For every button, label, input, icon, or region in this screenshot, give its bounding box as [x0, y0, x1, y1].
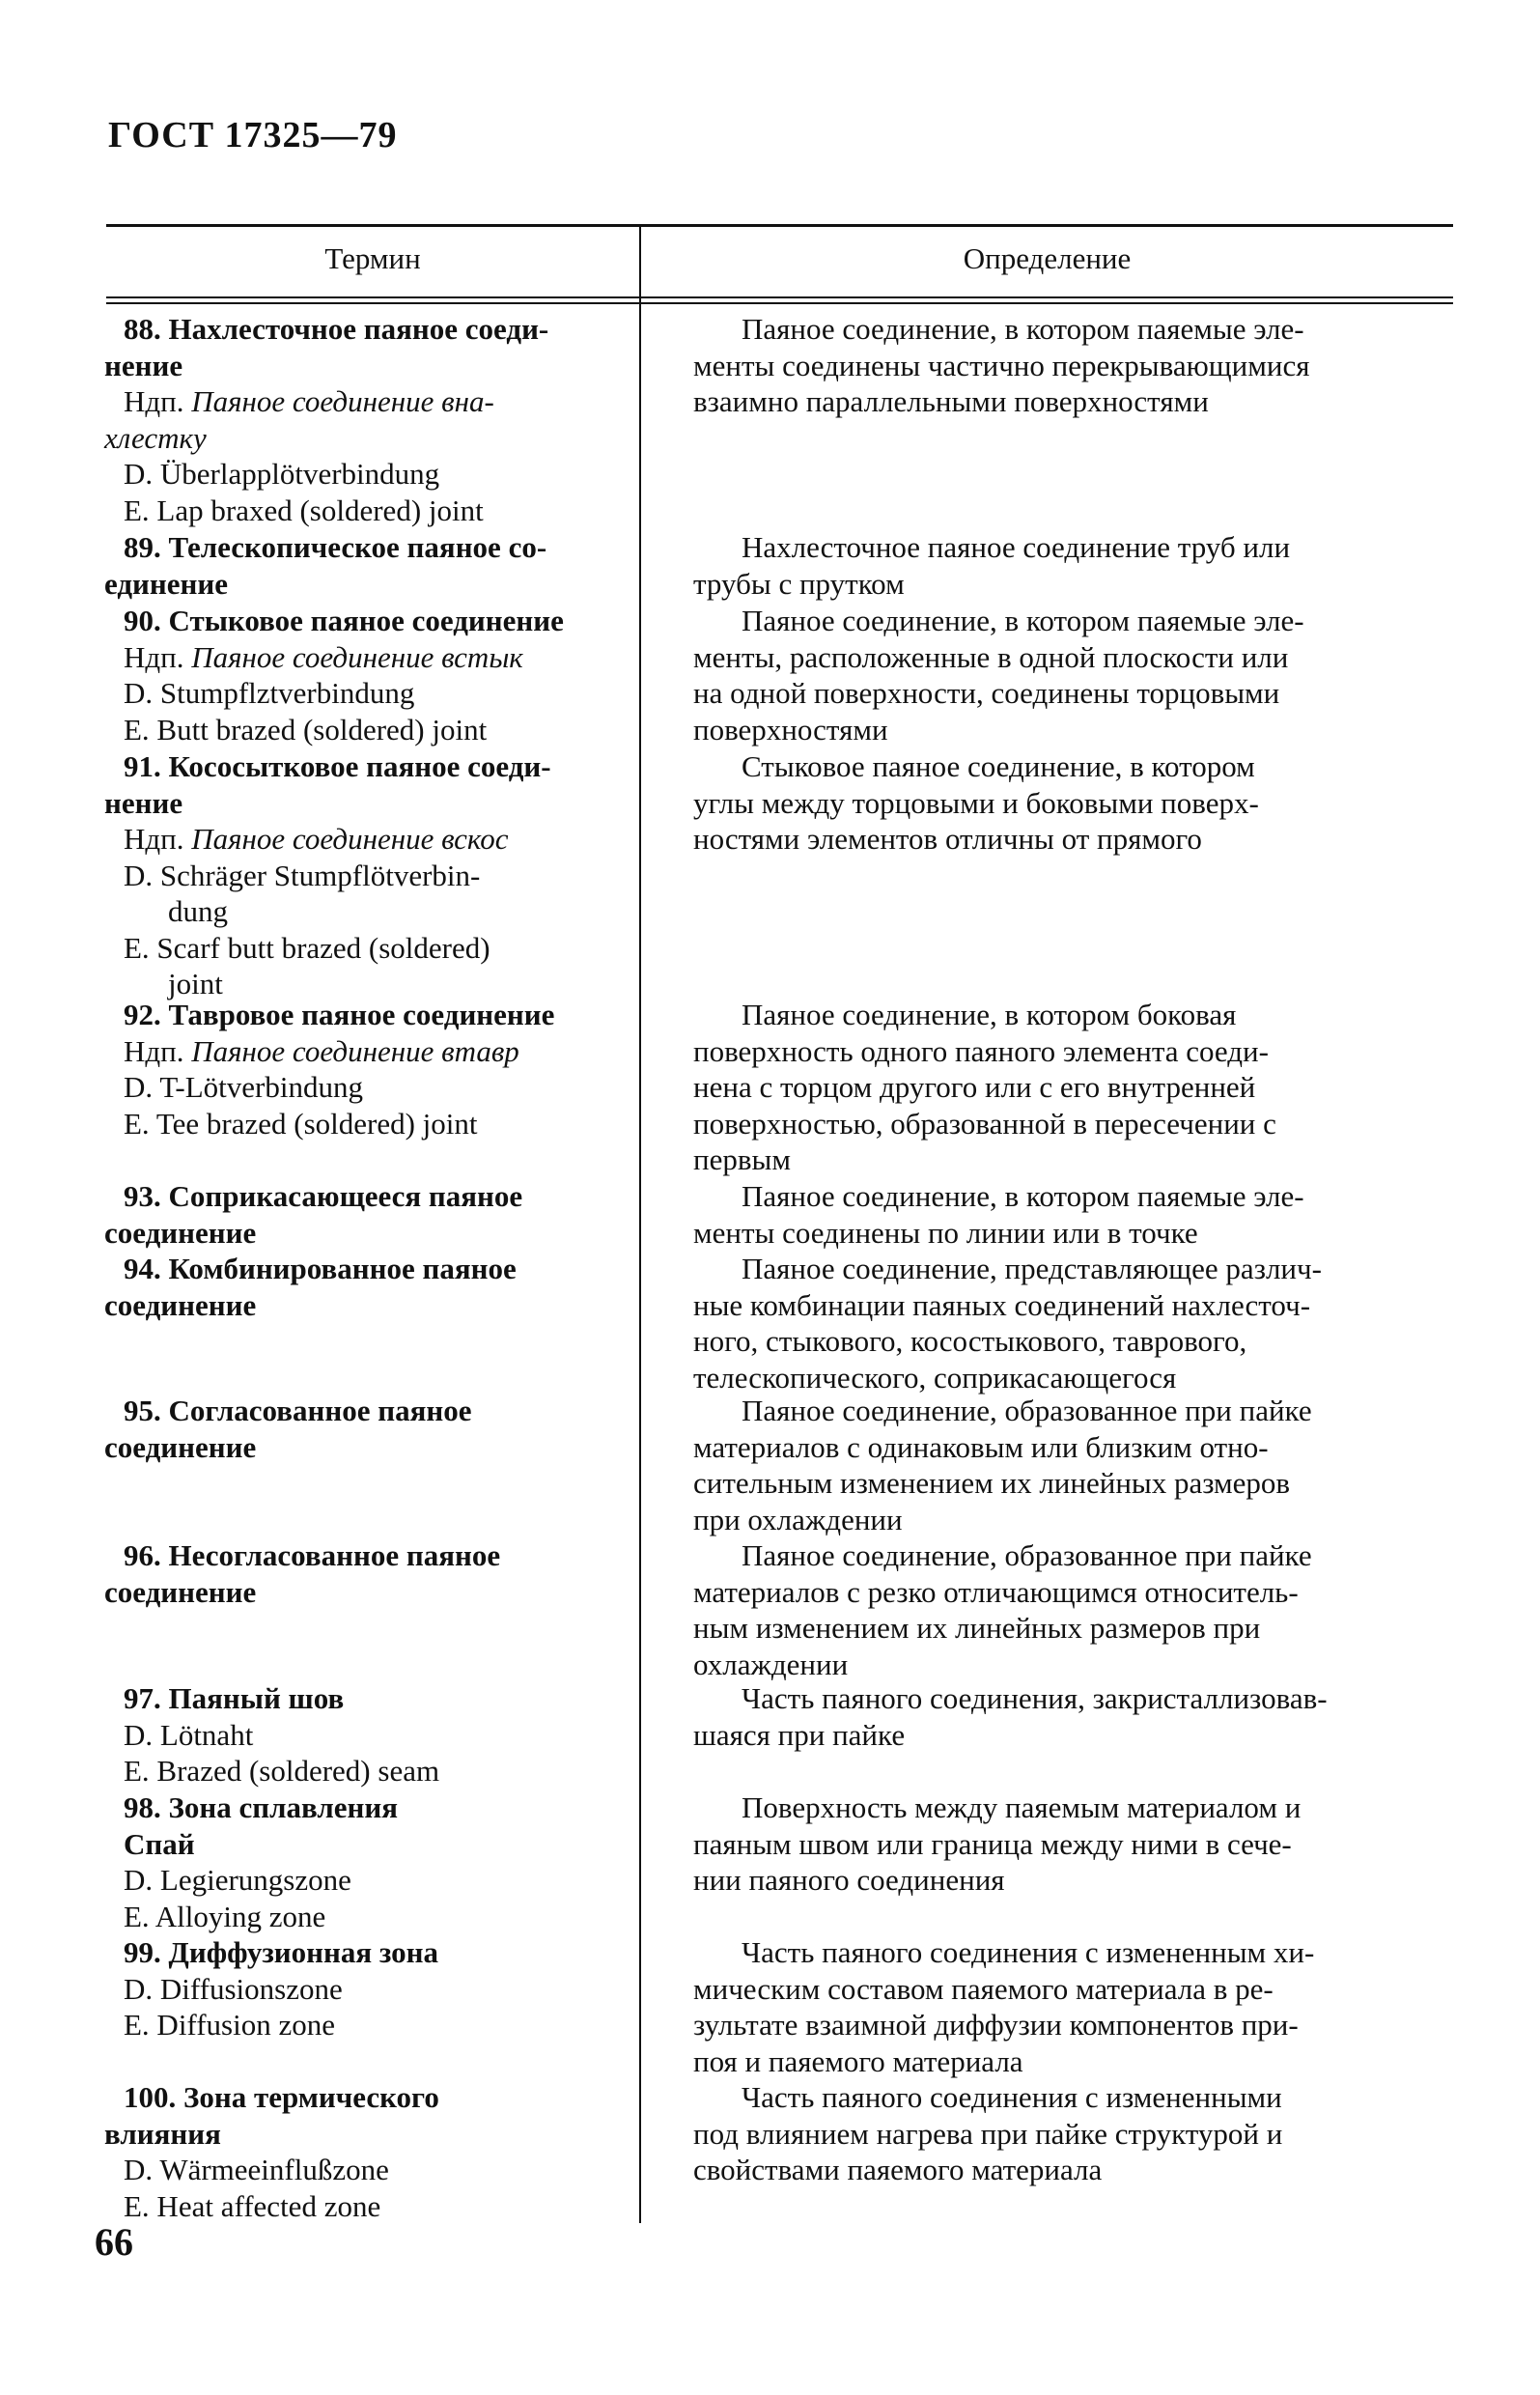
term-text: E. Lap braxed (soldered) joint [124, 493, 484, 527]
term-text: Ндп. [124, 384, 192, 418]
term-text: E. Butt brazed (soldered) joint [124, 712, 488, 747]
term-line [104, 566, 630, 603]
term-line [104, 1934, 630, 1971]
term-line [104, 1680, 630, 1717]
definition-cell [693, 1789, 1451, 1899]
term-line [104, 1537, 630, 1574]
term-text: 98. Зона сплавления [124, 1790, 398, 1824]
term-line [104, 930, 630, 967]
term-line [104, 858, 630, 894]
term-text: E. Heat affected zone [124, 2188, 381, 2223]
definition-cell [693, 1934, 1451, 2079]
term-text: соединение [104, 1574, 257, 1609]
definition-line: Паяное соединение, представляющее различ- [742, 1252, 1322, 1285]
definition-line: менты соединены частично перекрывающимися [693, 348, 1310, 382]
definition-cell [693, 748, 1451, 858]
term-line [104, 1106, 630, 1142]
term-line [104, 456, 630, 493]
term-cell [104, 1537, 630, 1610]
term-line [104, 1862, 630, 1899]
definition-line: под влиянием нагрева при пайке структурой и [693, 2116, 1283, 2151]
term-line [104, 1033, 630, 1070]
header-rule-upper [106, 296, 1453, 298]
definition-line: зультате взаимной диффузии компонентов при- [693, 2008, 1299, 2042]
term-line [104, 2007, 630, 2043]
term-text: 94. Комбинированное паяное [124, 1252, 517, 1285]
definition-cell [693, 1178, 1451, 1251]
term-text: Спай [124, 1826, 195, 1861]
definition-line: сительным изменением их линейных размеров [693, 1466, 1291, 1500]
term-text: D. T-Lötverbindung [124, 1070, 363, 1104]
term-line [104, 1178, 630, 1215]
term-text: 100. Зона термического [124, 2080, 439, 2114]
definition-line: менты, расположенные в одной плоскости или [693, 639, 1289, 674]
term-line [104, 1215, 630, 1252]
term-text: 89. Телескопическое паяное со- [124, 530, 547, 564]
term-text: 91. Кососытковое паяное соеди- [124, 749, 551, 783]
term-line [104, 712, 630, 748]
term-text: соединение [104, 1429, 257, 1464]
term-text: 97. Паяный шов [124, 1681, 345, 1715]
term-line [104, 785, 630, 822]
term-italic-text: Паяное соединение вскос [191, 822, 509, 856]
term-line [104, 1971, 630, 2008]
term-cell [104, 1393, 630, 1465]
definition-line: ные комбинации паяных соединений нахлесточ- [693, 1287, 1311, 1322]
term-line [104, 2152, 630, 2188]
term-text: Ндп. [124, 1033, 192, 1068]
term-line [104, 1069, 630, 1106]
term-line [104, 311, 630, 348]
term-line [104, 1789, 630, 1826]
term-text: влияния [104, 2116, 221, 2151]
term-line [104, 1287, 630, 1324]
term-line [104, 821, 630, 858]
definition-line: телескопического, соприкасающегося [693, 1360, 1177, 1395]
definition-cell [693, 529, 1451, 602]
term-cell [104, 1251, 630, 1323]
definition-cell [693, 1251, 1451, 1395]
term-italic-text: Паяное соединение вна- [191, 384, 494, 418]
term-text: E. Brazed (soldered) seam [124, 1754, 440, 1788]
definition-line: Паяное соединение, образованное при пайке [742, 1394, 1312, 1427]
term-text: хлестку [104, 420, 207, 455]
definition-line: поверхностями [693, 712, 888, 747]
term-text: нение [104, 785, 183, 820]
term-line [104, 2079, 630, 2116]
term-text: 90. Стыковое паяное соединение [124, 604, 564, 637]
column-header-term: Термин [324, 241, 421, 275]
term-cell [104, 1680, 630, 1789]
term-line [104, 1251, 630, 1287]
term-text: E. Diffusion zone [124, 2008, 335, 2042]
term-italic-text: Паяное соединение встык [191, 639, 523, 674]
term-cell [104, 311, 630, 528]
term-line [104, 493, 630, 529]
definition-line: охлаждении [693, 1647, 849, 1681]
term-cell [104, 603, 630, 747]
definition-line: Паяное соединение, в котором паяемые эле- [742, 312, 1304, 346]
definition-line: взаимно параллельными поверхностями [693, 384, 1209, 418]
term-text: нение [104, 348, 183, 382]
term-cell [104, 1789, 630, 1934]
term-line [104, 1753, 630, 1789]
definition-cell [693, 2079, 1451, 2188]
term-cell [104, 1178, 630, 1251]
header-rule-lower [106, 302, 1453, 304]
column-divider [639, 224, 641, 2223]
term-text: 95. Согласованное паяное [124, 1394, 472, 1427]
definition-line: свойствами паяемого материала [693, 2153, 1103, 2186]
term-cell [104, 748, 630, 1002]
page-number: 66 [95, 2220, 133, 2264]
definition-line: при охлаждении [693, 1502, 903, 1536]
term-cell [104, 2079, 630, 2224]
definition-line: на одной поверхности, соединены торцовыми [693, 676, 1280, 710]
definition-line: Часть паяного соединения с измененным хи- [742, 1935, 1315, 1969]
term-text: Ндп. [124, 639, 192, 674]
term-line [104, 1899, 630, 1935]
term-text: D. Legierungszone [124, 1863, 351, 1897]
definition-line: первым [693, 1142, 791, 1176]
term-line [104, 1429, 630, 1466]
definition-line: углы между торцовыми и боковыми поверх- [693, 785, 1259, 820]
term-cell [104, 529, 630, 602]
term-line [104, 2188, 630, 2225]
definition-line: Часть паяного соединения, закристаллизовав- [742, 1681, 1328, 1715]
term-text: 92. Тавровое паяное соединение [124, 998, 555, 1031]
definition-line: материалов с одинаковым или близким отно- [693, 1429, 1269, 1464]
definition-line: поверхность одного паяного элемента соеди- [693, 1033, 1269, 1068]
definition-line: поя и паяемого материала [693, 2043, 1023, 2078]
term-text: 96. Несогласованное паяное [124, 1538, 501, 1572]
term-text: D. Wärmeeinflußzone [124, 2153, 389, 2186]
term-line [104, 2116, 630, 2153]
term-text: joint [168, 967, 223, 1000]
definition-line: нена с торцом другого или с его внутренней [693, 1070, 1256, 1104]
term-text: D. Lötnaht [124, 1717, 254, 1752]
term-text: dung [168, 894, 228, 928]
term-line [104, 348, 630, 384]
definition-line: Паяное соединение, в котором боковая [742, 998, 1237, 1031]
table-top-rule [106, 224, 1453, 227]
term-cell [104, 1934, 630, 2043]
term-italic-text: Паяное соединение втавр [191, 1033, 519, 1068]
definition-line: Стыковое паяное соединение, в котором [742, 749, 1255, 783]
definition-cell [693, 1393, 1451, 1537]
definition-line: паяным швом или граница между ними в сече- [693, 1826, 1292, 1861]
term-line [104, 639, 630, 676]
term-line [104, 1393, 630, 1429]
term-line [104, 603, 630, 639]
definition-cell [693, 1537, 1451, 1682]
definition-line: нии паяного соединения [693, 1863, 1005, 1897]
definition-line: Паяное соединение, в котором паяемые эле- [742, 604, 1304, 637]
definition-line: Нахлесточное паяное соединение труб или [742, 530, 1291, 564]
definition-line: Паяное соединение, в котором паяемые эле- [742, 1179, 1304, 1213]
definition-line: ного, стыкового, косостыкового, таврового, [693, 1324, 1247, 1358]
term-text: соединение [104, 1287, 257, 1322]
term-line [104, 529, 630, 566]
term-text: D. Diffusionszone [124, 1971, 343, 2006]
term-line [104, 1826, 630, 1863]
term-line [104, 1717, 630, 1754]
definition-line: мическим составом паяемого материала в ре- [693, 1971, 1274, 2006]
term-text: 88. Нахлесточное паяное соеди- [124, 312, 549, 346]
term-text: соединение [104, 1215, 257, 1250]
definition-cell [693, 603, 1451, 747]
term-text: Ндп. [124, 822, 192, 856]
definition-line: Поверхность между паяемым материалом и [742, 1790, 1302, 1824]
column-header-definition: Определение [963, 241, 1132, 275]
definition-cell [693, 1680, 1451, 1753]
term-text: 99. Диффузионная зона [124, 1935, 439, 1969]
term-text: D. Schräger Stumpflötverbin- [124, 858, 481, 892]
term-line [104, 420, 630, 457]
document-title: ГОСТ 17325—79 [108, 115, 398, 155]
term-line [104, 997, 630, 1033]
definition-line: материалов с резко отличающимся относитель- [693, 1574, 1299, 1609]
term-text: D. Überlapplötverbindung [124, 457, 440, 491]
definition-line: трубы с прутком [693, 566, 905, 601]
definition-cell [693, 997, 1451, 1178]
definition-line: ностями элементов отличны от прямого [693, 822, 1202, 856]
term-cell [104, 997, 630, 1141]
definition-line: Часть паяного соединения с измененными [742, 2080, 1282, 2114]
term-text: 93. Соприкасающееся паяное [124, 1179, 523, 1213]
term-text: E. Tee brazed (soldered) joint [124, 1106, 478, 1141]
term-text: единение [104, 566, 228, 601]
definition-line: менты соединены по линии или в точке [693, 1215, 1198, 1250]
term-text: E. Alloying zone [124, 1899, 326, 1933]
definition-line: Паяное соединение, образованное при пайке [742, 1538, 1312, 1572]
definition-line: ным изменением их линейных размеров при [693, 1611, 1261, 1645]
term-line [104, 893, 630, 930]
term-line [104, 1574, 630, 1611]
definition-cell [693, 311, 1451, 420]
term-line [104, 675, 630, 712]
term-text: D. Stumpflztverbindung [124, 676, 415, 710]
term-line [104, 383, 630, 420]
definition-line: поверхностью, образованной в пересечении с [693, 1106, 1276, 1141]
term-text: E. Scarf butt brazed (soldered) [124, 930, 490, 965]
term-line [104, 748, 630, 785]
definition-line: шаяся при пайке [693, 1717, 906, 1752]
